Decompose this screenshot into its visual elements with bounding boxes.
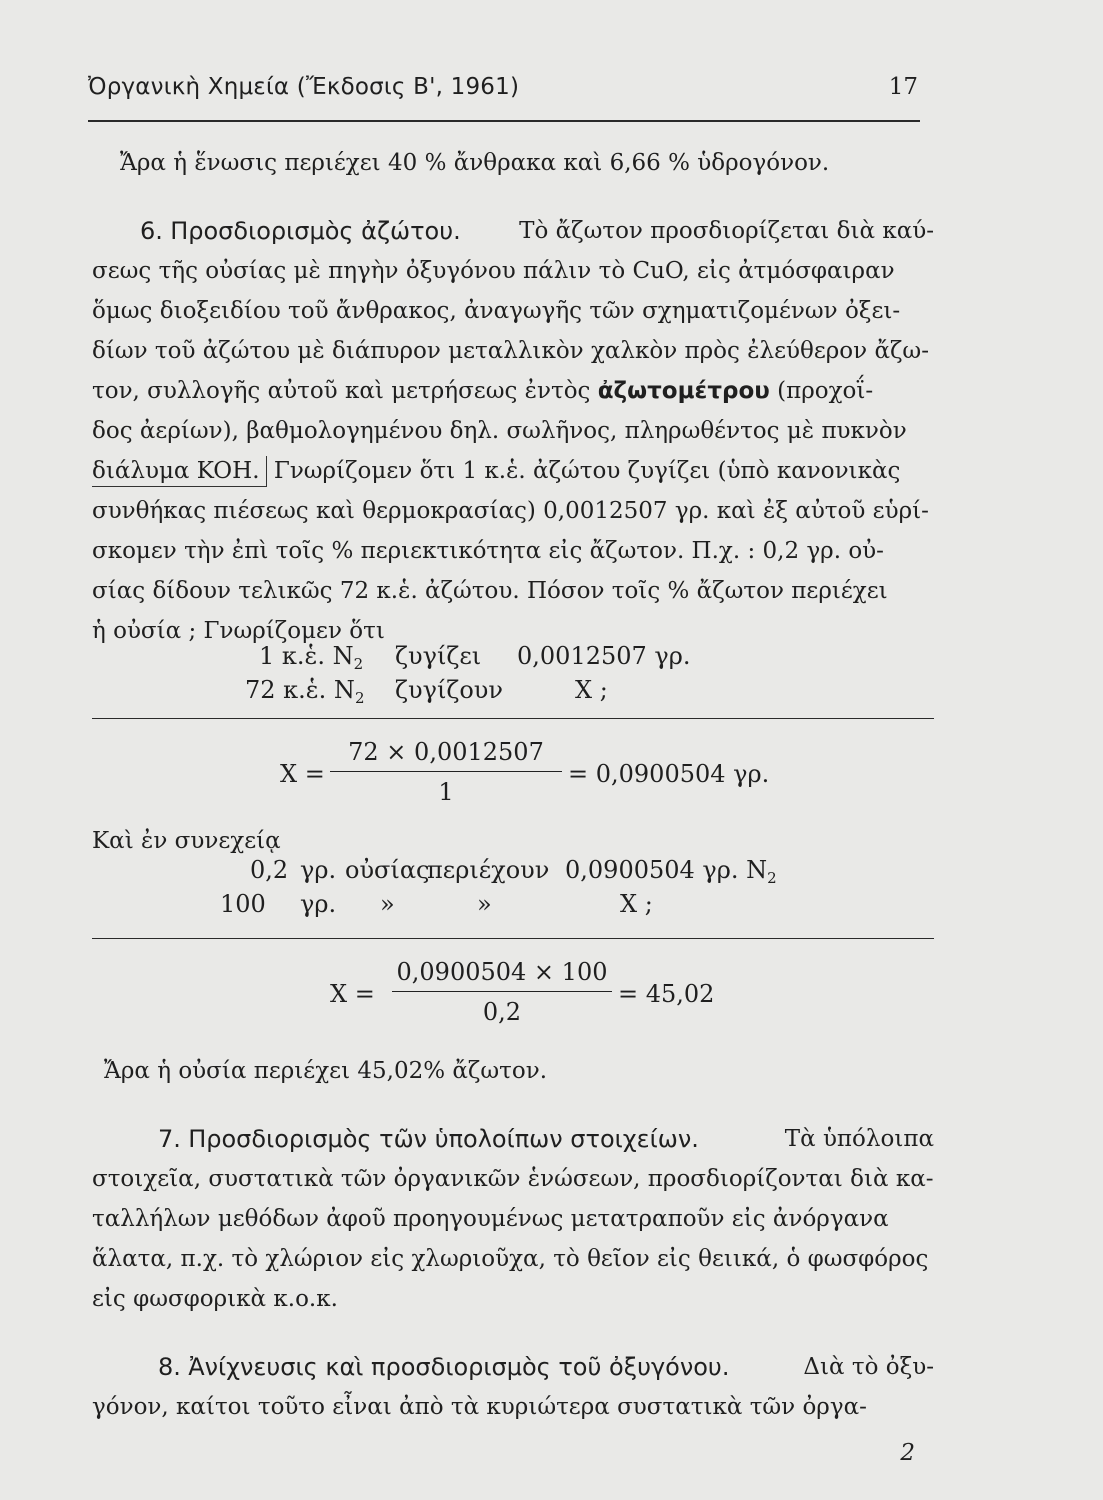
section8-line-1 [92,1352,934,1383]
section7-line-5-text: εἰς φωσφορικὰ κ.ο.κ. [92,1286,338,1312]
section6-line-5-after: (προχοΐ- [777,378,874,404]
proportion2-row2-unit: γρ. [300,890,337,918]
divider-rule-2 [92,938,934,939]
section8-line-2 [92,1392,934,1422]
proportion1-row2-value: X ; [575,676,608,704]
section7-line-2 [92,1164,934,1194]
proportion1-row1-subscript: 2 [353,655,364,673]
koh-boxed-text: διάλυμα KOH. [92,456,267,487]
section8-line-1-rest: Διὰ τὸ ὀξυ- [803,1354,934,1380]
equation1 [280,738,800,808]
proportion1-row2-quantity-text: 72 κ.ἑ. N [245,676,355,704]
section7-line-1 [92,1124,934,1155]
running-title: Ὀργανικὴ Χημεία (Ἔκδοσις Β', 1961) [88,74,520,100]
equation1-lhs: X = [280,760,325,788]
equation1-denominator: 1 [438,778,454,806]
conclusion-line [92,1056,934,1086]
proportion2-row1-substance: οὐσίας [345,856,430,884]
proportion2-row1 [215,856,815,888]
section6-line-3-text: ὅμως διοξειδίου τοῦ ἄνθρακος, ἀναγωγῆς τῶν σχηματιζομένων ὀξει- [92,298,901,324]
section6-line-6 [92,416,934,446]
equation2-numerator: 0,0900504 × 100 [396,958,608,986]
equation2-rhs: = 45,02 [618,980,715,1008]
section6-line-6-text: δος ἀερίων), βαθμολογημένου δηλ. σωλῆνος, πληρωθέντος μὲ πυκνὸν [92,418,907,444]
equation2-fraction-bar [392,991,612,992]
section7-heading [158,1124,699,1155]
section6-line-4-text: δίων τοῦ ἀζώτου μὲ διάπυρον μεταλλικὸν χαλκὸν πρὸς ἐλεύθερον ἄζω- [92,338,929,364]
proportion1-row1 [245,642,725,674]
equation2-denominator: 0,2 [482,998,522,1026]
proportion1-row2-quantity [245,676,364,707]
proportion1-row1-quantity-text: 1 κ.ἑ. N [259,642,354,670]
proportion2-row2 [215,890,815,922]
proportion1-row2-subscript: 2 [354,689,365,707]
page-number: 17 [888,74,918,100]
section7-line-3-text: ταλλήλων μεθόδων ἀφοῦ προηγουμένως μετατραποῦν εἰς ἀνόργανα [92,1206,889,1232]
section6-line-4 [92,336,934,366]
section8-heading-text: Ἀνίχνευσις καὶ προσδιορισμὸς τοῦ ὀξυγόνου. [188,1353,730,1381]
section6-line-1-text: Τὸ ἄζωτον προσδιορίζεται διὰ καύ- [519,218,934,244]
proportion2-row1-subscript: 2 [767,869,777,887]
section6-line-2 [92,256,934,286]
section7-line-2-text: στοιχεῖα, συστατικὰ τῶν ὀργανικῶν ἑνώσεων, προσδιορίζονται διὰ κα- [92,1166,934,1192]
proportion2-row1-value-text: 0,0900504 γρ. N [565,856,768,884]
equation1-fraction-bar [330,771,562,772]
section8-heading-number: 8. [158,1353,181,1381]
section7-line-4 [92,1244,934,1274]
divider-rule-1 [92,718,934,719]
proportion2-row2-value: X ; [620,890,653,918]
section6-heading [140,216,461,247]
conclusion-text: Ἄρα ἡ οὐσία περιέχει 45,02% ἄζωτον. [104,1058,548,1084]
section6-line-8 [92,496,934,526]
section6-heading-number: 6. [140,217,163,245]
page-header [88,72,920,122]
signature-mark: 2 [900,1440,915,1466]
section6-line-7 [92,456,934,487]
proportion1-row1-value: 0,0012507 γρ. [517,642,691,670]
section6-line-9-text: σκομεν τὴν ἐπὶ τοῖς % περιεκτικότητα εἰς ἄζωτον. Π.χ. : 0,2 γρ. οὐ- [92,538,884,564]
section6-line-9 [92,536,934,566]
proportion1-row1-quantity [259,642,363,673]
section7-line-3 [92,1204,934,1234]
intro-line [92,148,934,178]
equation2 [330,958,850,1028]
section6-line-7-text: Γνωρίζομεν ὅτι 1 κ.ἑ. ἀζώτου ζυγίζει (ὑπὸ κανονικὰς [273,458,901,484]
section7-line-4-text: ἅλατα, π.χ. τὸ χλώριον εἰς χλωριοῦχα, τὸ θεῖον εἰς θειικά, ὁ φωσφόρος [92,1246,929,1272]
equation1-numerator: 72 × 0,0012507 [348,738,544,766]
section6-line-1 [92,216,934,247]
proportion2-row1-value [565,856,777,887]
equation2-lhs: X = [330,980,375,1008]
proportion1-row2-verb: ζυγίζουν [395,676,503,704]
section7-heading-text: Προσδιορισμὸς τῶν ὑπολοίπων στοιχείων. [188,1125,699,1153]
proportion2-row1-verb: περιέχουν [427,856,550,884]
section6-line-10-text: σίας δίδουν τελικῶς 72 κ.ἑ. ἀζώτου. Πόσον τοῖς % ἄζωτον περιέχει [92,578,888,604]
section6-line-5 [92,376,934,406]
continuation-line [92,826,934,856]
section8-line-2-text: γόνον, καίτοι τοῦτο εἶναι ἀπὸ τὰ κυριώτερα συστατικὰ τῶν ὀργα- [92,1394,867,1420]
section6-line-2-text: σεως τῆς οὐσίας μὲ πηγὴν ὀξυγόνου πάλιν τὸ CuO, εἰς ἀτμόσφαιραν [92,258,895,284]
proportion2-row2-ditto-1: » [380,890,395,918]
proportion1-row1-verb: ζυγίζει [395,642,482,670]
section6-line-10 [92,576,934,606]
equation1-rhs: = 0,0900504 γρ. [568,760,770,788]
section6-line-3 [92,296,934,326]
proportion1-row2 [245,676,725,708]
azotometer-term: ἀζωτομέτρου [597,378,770,404]
intro-text: Ἄρα ἡ ἕνωσις περιέχει 40 % ἄνθρακα καὶ 6,66 % ὑδρογόνον. [120,150,830,176]
proportion2-row2-amount: 100 [220,890,266,918]
section7-line-5 [92,1284,934,1314]
section7-heading-number: 7. [158,1125,181,1153]
section6-line-5-before: τον, συλλογῆς αὐτοῦ καὶ μετρήσεως ἐντὸς [92,378,591,404]
proportion2-row1-amount: 0,2 [250,856,289,884]
proportion2-row1-unit: γρ. [300,856,337,884]
section6-heading-text: Προσδιορισμὸς ἀζώτου. [170,217,461,245]
continuation-text: Καὶ ἐν συνεχείᾳ [92,828,281,854]
section6-line-11-text: ἡ οὐσία ; Γνωρίζομεν ὅτι [92,618,385,644]
section6-line-8-text: συνθήκας πιέσεως καὶ θερμοκρασίας) 0,0012507 γρ. καὶ ἐξ αὐτοῦ εὑρί- [92,498,929,524]
section8-heading [158,1352,729,1383]
proportion2-row2-ditto-2: » [477,890,492,918]
section7-line-1-rest: Τὰ ὑπόλοιπα [784,1126,934,1152]
